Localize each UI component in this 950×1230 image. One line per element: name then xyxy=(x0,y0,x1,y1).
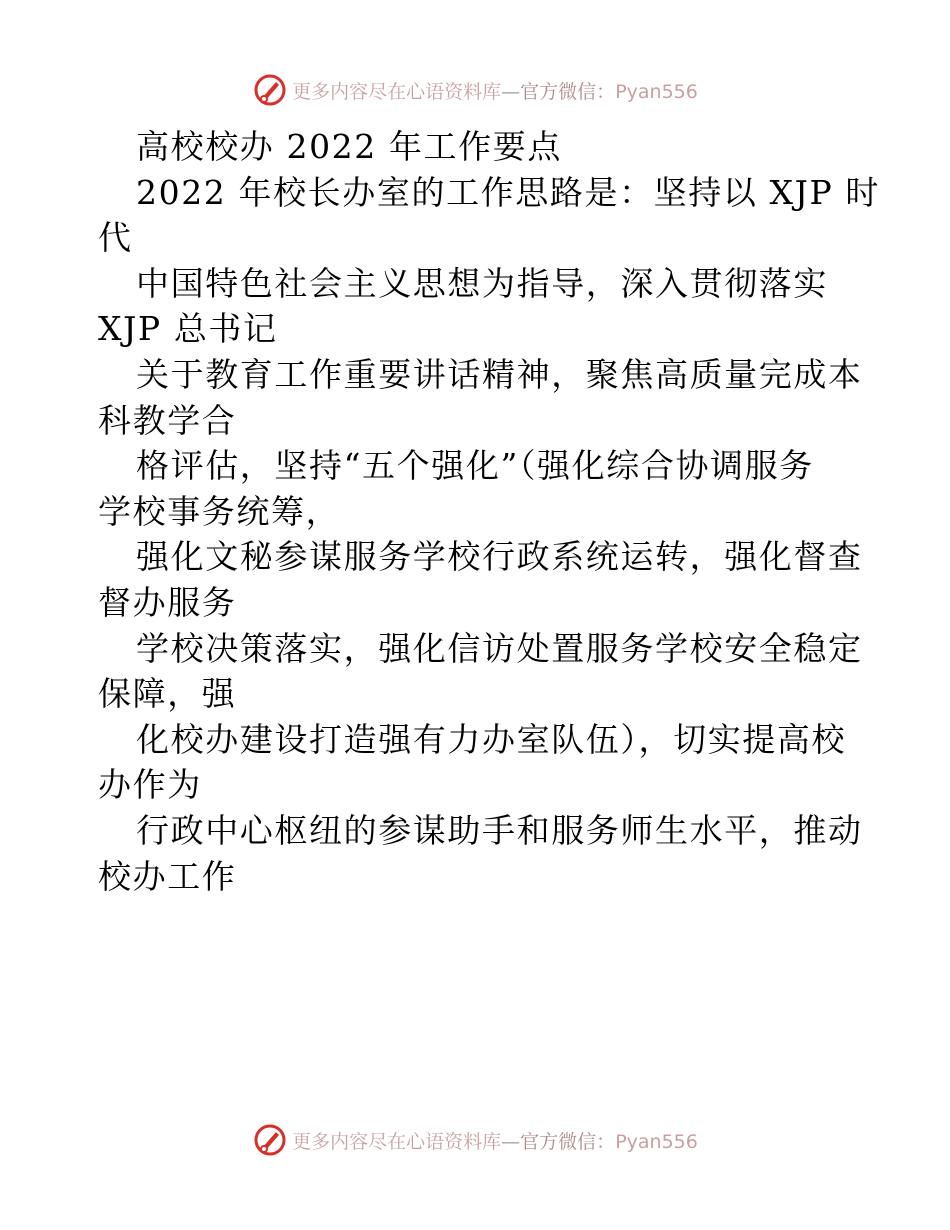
doc-line: 督办服务 xyxy=(98,582,237,622)
footer-banner-dash: — xyxy=(501,1130,521,1153)
doc-line: 办作为 xyxy=(98,765,202,805)
footer-banner-wechat-id: Pyan556 xyxy=(615,1130,698,1153)
header-banner xyxy=(0,70,950,110)
header-banner-wechat-label: 官方微信： xyxy=(520,80,616,103)
footer-banner-main: 更多内容尽在心语资料库 xyxy=(292,1130,502,1153)
doc-line: 代 xyxy=(98,218,133,258)
header-banner-main: 更多内容尽在心语资料库 xyxy=(292,80,502,103)
doc-title: 高校校办 2022 年工作要点 xyxy=(136,127,562,166)
footer-banner xyxy=(0,1120,950,1160)
doc-line: 中国特色社会主义思想为指导，深入贯彻落实 xyxy=(136,263,828,303)
doc-line: 保障，强 xyxy=(98,674,237,714)
doc-line: 强化文秘参谋服务学校行政系统运转，强化督查 xyxy=(136,537,863,577)
header-banner-wechat-id: Pyan556 xyxy=(615,80,698,103)
footer-banner-inner xyxy=(252,1122,698,1158)
doc-line: 校办工作 xyxy=(98,856,237,896)
doc-line: 格评估，坚持“五个强化”（强化综合协调服务 xyxy=(136,446,814,486)
header-banner-text xyxy=(292,77,698,104)
header-banner-inner xyxy=(252,72,698,108)
doc-line: 2022 年校长办室的工作思路是：坚持以 XJP 时 xyxy=(136,172,880,212)
doc-line: 关于教育工作重要讲话精神，聚焦高质量完成本 xyxy=(136,354,863,394)
doc-line: 学校决策落实，强化信访处置服务学校安全稳定 xyxy=(136,628,863,668)
pen-logo-icon xyxy=(252,72,288,108)
footer-banner-text xyxy=(292,1127,698,1154)
footer-banner-wechat-label: 官方微信： xyxy=(520,1130,616,1153)
doc-line: 行政中心枢纽的参谋助手和服务师生水平，推动 xyxy=(136,810,863,850)
pen-logo-icon xyxy=(252,1122,288,1158)
doc-line: XJP 总书记 xyxy=(98,309,278,349)
header-banner-dash: — xyxy=(501,80,521,103)
doc-line: 学校事务统筹， xyxy=(98,491,341,531)
doc-line: 科教学合 xyxy=(98,400,237,440)
doc-line: 化校办建设打造强有力办室队伍），切实提高校 xyxy=(136,719,847,759)
document-body xyxy=(98,124,880,899)
